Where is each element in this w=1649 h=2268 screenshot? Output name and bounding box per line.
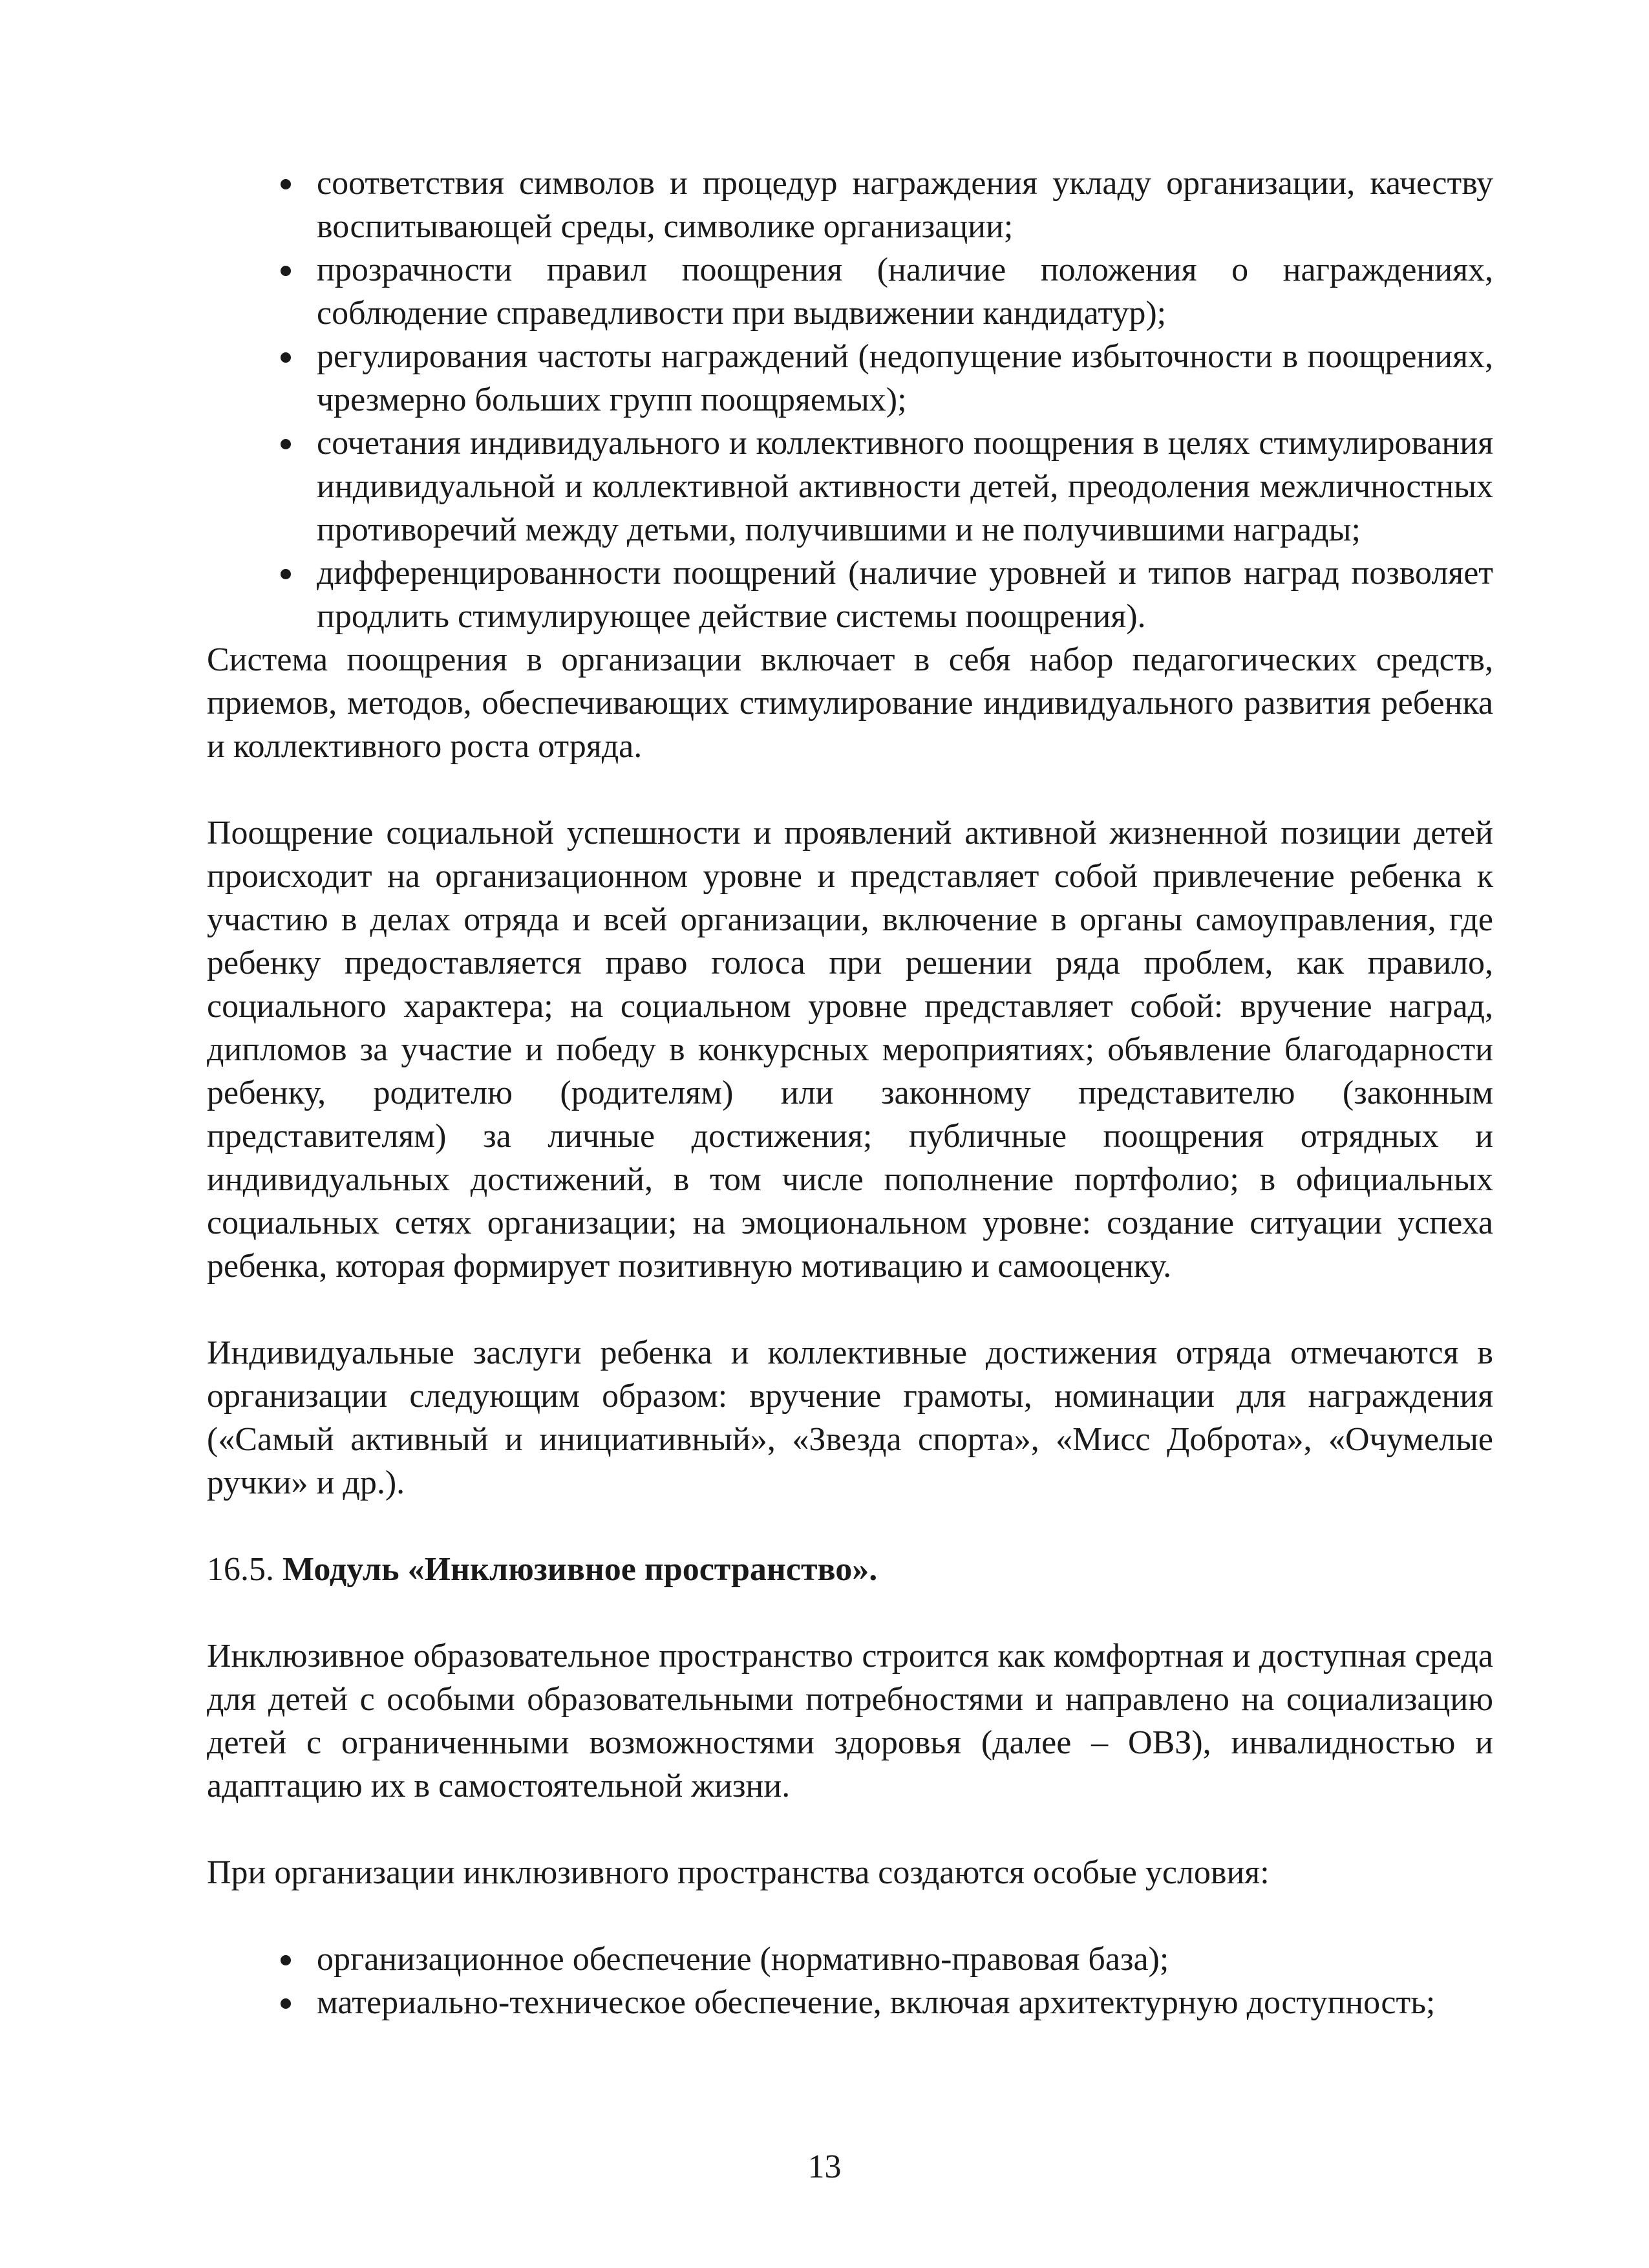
paragraph-social-success: Поощрение социальной успешности и проявлений активной жизненной позиции детей происходит на организационном уровне и представляет собой привлечение ребенка к участию в делах отряда и всей организации, включение в органы самоуправления, где ребенку предоставляется право голоса при решении ряда проблем, как правило, социального характера; на социальном уровне представляет собой: вручение наград, дипломов за участие и победу в конкурсных мероприятиях; объявление благодарности ребенку, родителю (родителям) или законному представителю (законным представителям) за личные достижения; публичные поощрения отрядных и индивидуальных достижений, в том числе пополнение портфолио; в официальных социальных сетях организации; на эмоциональном уровне: создание ситуации успеха ребенка, которая формирует позитивную мотивацию и самооценку.	[207, 815, 1493, 1285]
reward-principles-list	[207, 162, 1493, 638]
list-item: сочетания индивидуального и коллективного поощрения в целях стимулирования индивидуальной и коллективной активности детей, преодоления межличностных противоречий между детьми, получившими и не получившими награды;	[317, 422, 1493, 551]
paragraph-reward-system: Система поощрения в организации включает в себя набор педагогических средств, приемов, методов, обеспечивающих стимулирование индивидуального развития ребенка и коллективного роста отряда.	[207, 641, 1493, 765]
document-page	[207, 162, 1493, 2024]
section-number: 16.5.	[207, 1551, 274, 1588]
section-heading	[207, 1548, 1493, 1591]
list-item: регулирования частоты награждений (недопущение избыточности в поощрениях, чрезмерно больших групп поощряемых);	[317, 335, 1493, 422]
list-item: дифференцированности поощрений (наличие уровней и типов наград позволяет продлить стимулирующее действие системы поощрения).	[317, 551, 1493, 638]
paragraph-individual-merits: Индивидуальные заслуги ребенка и коллективные достижения отряда отмечаются в организации следующим образом: вручение грамоты, номинации для награждения («Самый активный и инициативный», «Звезда спорта», «Мисс Доброта», «Очумелые ручки» и др.).	[207, 1334, 1493, 1501]
list-item: соответствия символов и процедур награждения укладу организации, качеству воспитывающей среды, символике организации;	[317, 162, 1493, 248]
paragraph-special-conditions: При организации инклюзивного пространства создаются особые условия:	[207, 1854, 1270, 1891]
list-item: организационное обеспечение (нормативно-правовая база);	[317, 1938, 1493, 1981]
section-title: Модуль «Инклюзивное пространство».	[282, 1551, 878, 1588]
list-item: прозрачности правил поощрения (наличие положения о награждениях, соблюдение справедливости при выдвижении кандидатур);	[317, 248, 1493, 335]
paragraph-inclusive-space: Инклюзивное образовательное пространство строится как комфортная и доступная среда для детей с особыми образовательными потребностями и направлено на социализацию детей с ограниченными возможностями здоровья (далее – ОВЗ), инвалидностью и адаптацию их в самостоятельной жизни.	[207, 1638, 1493, 1804]
page-number: 13	[807, 2148, 842, 2185]
conditions-list	[207, 1938, 1493, 2024]
list-item: материально-техническое обеспечение, включая архитектурную доступность;	[317, 1981, 1493, 2024]
